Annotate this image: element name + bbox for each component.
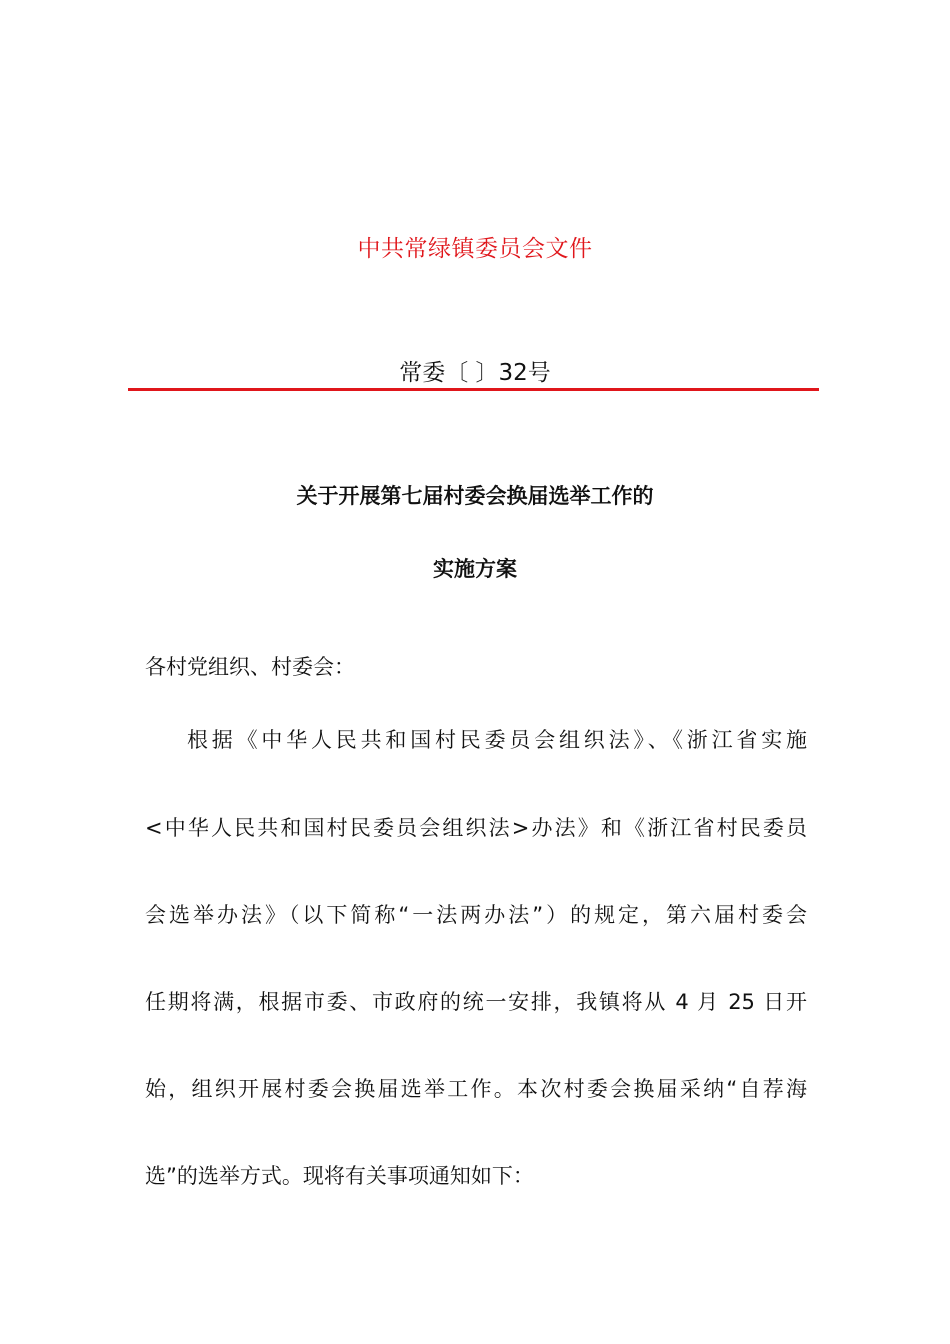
document-number: 常委〔 〕32号: [399, 360, 551, 386]
org-header-title: 中共常绿镇委员会文件: [357, 236, 593, 262]
red-divider-line: [128, 388, 819, 391]
body-text-line: 选”的选举方式。现将有关事项通知如下：: [145, 1164, 534, 1188]
body-text-line: <中华人民共和国村民委员会组织法>办法》和《浙江省村民委员: [145, 816, 807, 840]
document-title-line-2: 实施方案: [433, 557, 517, 581]
document-title-line-1: 关于开展第七届村委会换届选举工作的: [296, 484, 654, 508]
body-text-line: 始，组织开展村委会换届选举工作。本次村委会换届采纳“自荐海: [145, 1077, 807, 1101]
body-text-line: 会选举办法》（以下简称“一法两办法”）的规定，第六届村委会: [145, 903, 807, 927]
body-text-line: 根据《中华人民共和国村民委员会组织法》、《浙江省实施: [187, 728, 807, 752]
salutation: 各村党组织、村委会：: [145, 655, 355, 679]
body-text-line: 任期将满，根据市委、市政府的统一安排，我镇将从 4 月 25 日开: [145, 990, 807, 1014]
